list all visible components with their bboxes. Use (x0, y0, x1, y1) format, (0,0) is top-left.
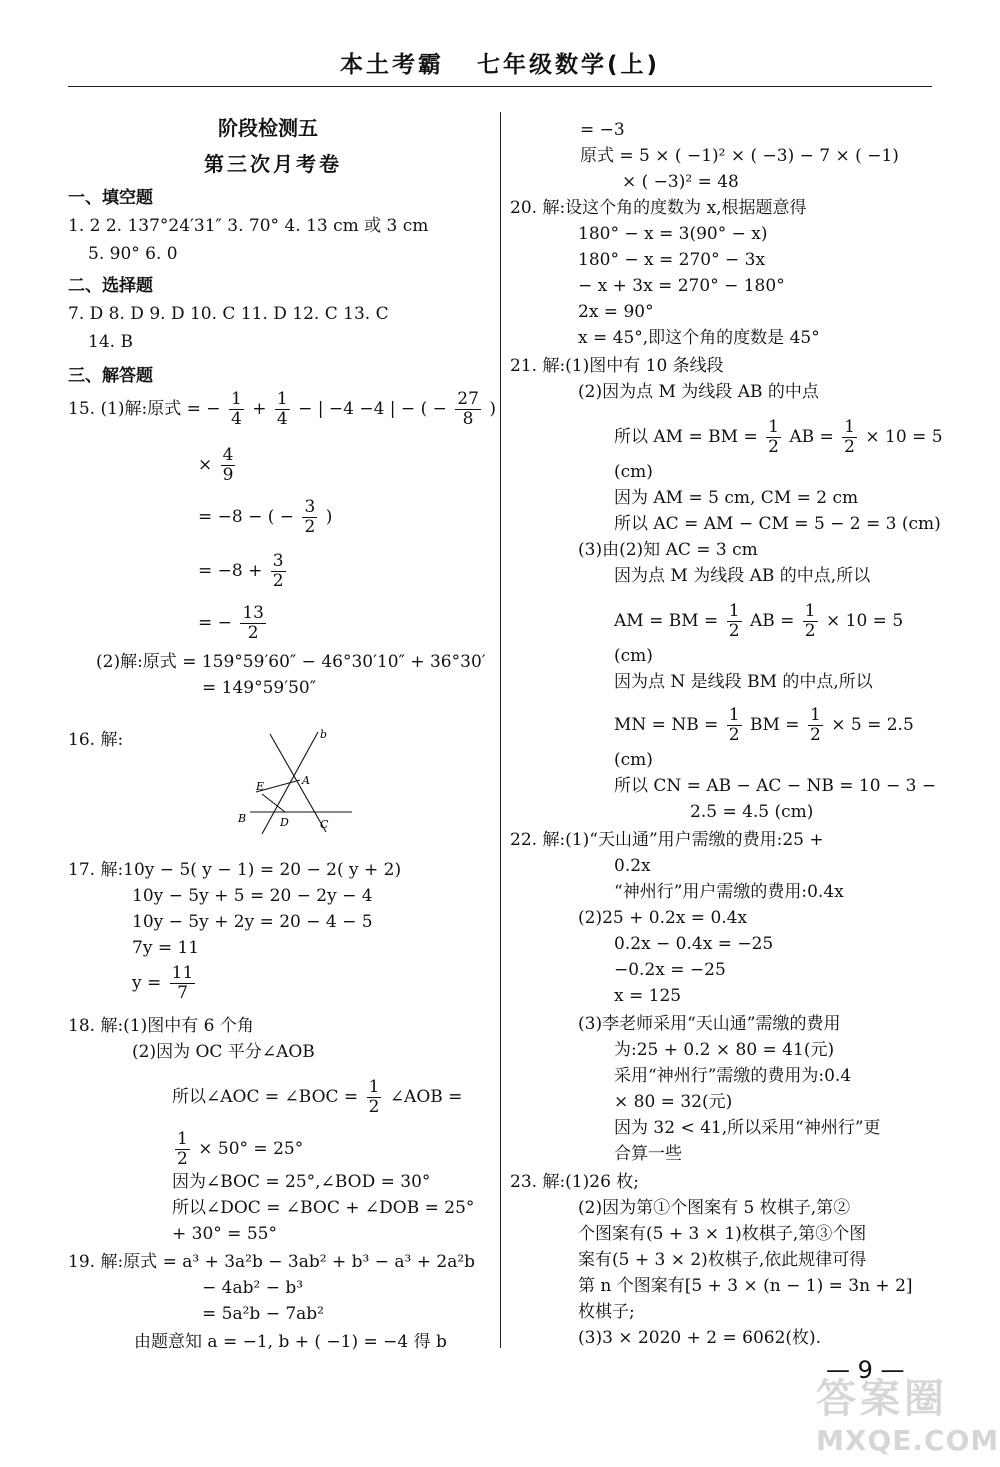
q19-line-1: 19. 解:原式 = a³ + 3a²b − 3ab² + b³ − a³ + 2a²b (68, 1252, 476, 1272)
q21-line-3: 所以 AM = BM = $\frac{1}{2}$ AB = $\frac{1}{2}$ × 10 = 5 (614, 417, 943, 457)
q21-line-11: 因为点 N 是线段 BM 的中点,所以 (614, 672, 873, 692)
q22-line-9: 为:25 + 0.2 × 80 = 41(元) (614, 1040, 835, 1060)
q20-line-4: − x + 3x = 270° − 180° (578, 276, 785, 296)
q18-line-7: + 30° = 55° (172, 1224, 277, 1244)
label-A: A (302, 774, 310, 787)
fraction: $\frac{1}{2}$ (768, 417, 779, 457)
q21-line-4: (cm) (614, 462, 653, 482)
q22-line-1: 22. 解:(1)“天山通”用户需缴的费用:25 + (510, 830, 824, 850)
q22-line-10: 采用“神州行”需缴的费用为:0.4 (614, 1066, 852, 1086)
q21-line-8: 因为点 M 为线段 AB 的中点,所以 (614, 566, 871, 586)
q18-line-4: $\frac{1}{2}$ × 50° = 25° (177, 1129, 304, 1169)
fraction: $\frac{1}{2}$ (728, 601, 740, 641)
q20-line-1: 20. 解:设这个角的度数为 x,根据题意得 (510, 198, 807, 218)
q17-line-4: 7y = 11 (132, 938, 200, 958)
label-b-line: b (320, 728, 328, 741)
q21-line-10: (cm) (614, 646, 653, 666)
q21-line-2: (2)因为点 M 为线段 AB 的中点 (578, 382, 819, 402)
q20-line-6: x = 45°,即这个角的度数是 45° (578, 328, 820, 348)
fraction: $\frac{1}{4}$ (230, 389, 242, 429)
q23-line-5: 第 n 个图案有[5 + 3 × (n − 1) = 3n + 2] (578, 1276, 913, 1296)
q17-line-3: 10y − 5y + 2y = 20 − 4 − 5 (132, 912, 373, 932)
q15-line-1: 15. (1)解:原式 = − $\frac{1}{4}$ + $\frac{1}{4}$ − | −4 −4 | − ( − $\frac{27}{8}$ ) (68, 389, 496, 429)
q21-line-7: (3)由(2)知 AC = 3 cm (578, 540, 758, 560)
q21-line-15: 2.5 = 4.5 (cm) (690, 802, 814, 822)
q18-line-2: (2)因为 OC 平分∠AOB (132, 1042, 315, 1062)
q18-line-3: 所以∠AOC = ∠BOC = $\frac{1}{2}$ ∠AOB = (172, 1077, 463, 1117)
subject-title: 七年级数学(上) (476, 52, 661, 78)
q23-line-4: 案有(5 + 3 × 2)枚棋子,依此规律可得 (578, 1250, 867, 1270)
q18-line-1: 18. 解:(1)图中有 6 个角 (68, 1016, 254, 1036)
fraction: $\frac{1}{2}$ (728, 705, 740, 745)
q16-label: 16. 解: (68, 730, 124, 750)
q23-line-6: 枚棋子; (578, 1302, 635, 1322)
q17-line-1: 17. 解:10y − 5( y − 1) = 20 − 2( y + 2) (68, 860, 402, 880)
fraction: $\frac{11}{7}$ (171, 963, 194, 1003)
q22-line-8: (3)李老师采用“天山通”需缴的费用 (578, 1014, 841, 1034)
label-D: D (280, 816, 289, 829)
q20-line-2: 180° − x = 3(90° − x) (578, 224, 768, 244)
q15-line-4: = −8 + $\frac{3}{2}$ (198, 551, 284, 591)
q17-line-2: 10y − 5y + 5 = 20 − 2y − 4 (132, 886, 373, 906)
q22-line-12: 因为 32 < 41,所以采用“神州行”更 (614, 1118, 881, 1138)
fill-answers-2: 5. 90° 6. 0 (88, 244, 178, 264)
column-divider (500, 112, 501, 1348)
q18-line-5: 因为∠BOC = 25°,∠BOD = 30° (172, 1172, 431, 1192)
q22-line-11: × 80 = 32(元) (614, 1092, 733, 1112)
fraction: $\frac{1}{2}$ (809, 705, 821, 745)
q19-line-4: 由题意知 a = −1, b + ( −1) = −4 得 b (134, 1332, 447, 1352)
line-segment-ac (270, 734, 326, 832)
q21-line-12: MN = NB = $\frac{1}{2}$ BM = $\frac{1}{2}$ × 5 = 2.5 (614, 705, 914, 745)
q21-line-6: 所以 AC = AM − CM = 5 − 2 = 3 (cm) (614, 514, 941, 534)
q15-line-2: × $\frac{4}{9}$ (198, 445, 234, 485)
label-E: E (256, 780, 265, 793)
watermark-logo: 答案圈 MXQE.COM (816, 1376, 1000, 1457)
q15-line-3: = −8 − ( − $\frac{3}{2}$ ) (198, 497, 333, 537)
q19-cont-1: = −3 (580, 120, 625, 140)
fraction: $\frac{27}{8}$ (457, 389, 479, 429)
q23-line-3: 个图案有(5 + 3 × 1)枚棋子,第③个图 (578, 1224, 867, 1244)
q17-line-5: y = $\frac{11}{7}$ (132, 963, 194, 1003)
choice-answers-2: 14. B (88, 332, 133, 352)
fraction: $\frac{1}{2}$ (844, 417, 855, 457)
q19-line-3: = 5a²b − 7ab² (202, 1304, 324, 1324)
q22-line-7: x = 125 (614, 986, 682, 1006)
q15-part2-line-2: = 149°59′50″ (202, 678, 317, 698)
q20-line-3: 180° − x = 270° − 3x (578, 250, 766, 270)
q23-line-1: 23. 解:(1)26 枚; (510, 1172, 640, 1192)
q23-line-2: (2)因为第①个图案有 5 枚棋子,第② (578, 1198, 851, 1218)
fill-answers-1: 1. 2 2. 137°24′31″ 3. 70° 4. 13 cm 或 3 cm (68, 216, 429, 236)
geometry-figure (228, 724, 368, 854)
q22-line-6: −0.2x = −25 (614, 960, 726, 980)
q22-line-3: “神州行”用户需缴的费用:0.4x (614, 882, 844, 902)
q21-line-14: 所以 CN = AB − AC − NB = 10 − 3 − (614, 776, 937, 796)
fraction: $\frac{1}{2}$ (804, 601, 816, 641)
fraction: $\frac{3}{2}$ (272, 551, 284, 591)
page-number: — 9 — (826, 1356, 905, 1384)
label-C: C (320, 818, 329, 831)
q22-line-2: 0.2x (614, 856, 651, 876)
section-title: 阶段检测五 (218, 116, 318, 140)
fraction: $\frac{1}{2}$ (177, 1129, 188, 1169)
segment-ed (262, 794, 285, 812)
fraction: $\frac{1}{4}$ (276, 389, 288, 429)
q22-line-4: (2)25 + 0.2x = 0.4x (578, 908, 748, 928)
label-B: B (238, 812, 247, 825)
book-title: 本土考霸 (339, 52, 444, 78)
q20-line-5: 2x = 90° (578, 302, 654, 322)
q19-line-2: − 4ab² − b³ (202, 1278, 304, 1298)
q21-line-5: 因为 AM = 5 cm, CM = 2 cm (614, 488, 859, 508)
q21-line-9: AM = BM = $\frac{1}{2}$ AB = $\frac{1}{2}$ × 10 = 5 (614, 601, 904, 641)
fraction: $\frac{3}{2}$ (304, 497, 316, 537)
q15-part2-line-1: (2)解:原式 = 159°59′60″ − 46°30′10″ + 36°30′ (96, 652, 486, 672)
q19-cont-2: 原式 = 5 × ( −1)² × ( −3) − 7 × ( −1) (580, 146, 899, 166)
heading-choice: 二、选择题 (68, 276, 153, 296)
heading-fill: 一、填空题 (68, 188, 153, 208)
exam-title: 第三次月考卷 (204, 152, 342, 176)
fraction: $\frac{13}{2}$ (242, 603, 264, 643)
heading-solve: 三、解答题 (68, 366, 153, 386)
q22-line-5: 0.2x − 0.4x = −25 (614, 934, 774, 954)
q22-line-13: 合算一些 (614, 1144, 682, 1164)
q19-cont-3: × ( −3)² = 48 (622, 172, 739, 192)
q15-line-5: = − $\frac{13}{2}$ (198, 603, 264, 643)
q21-line-13: (cm) (614, 750, 653, 770)
fraction: $\frac{4}{9}$ (222, 445, 234, 485)
q23-line-7: (3)3 × 2020 + 2 = 6062(枚). (578, 1328, 822, 1348)
choice-answers-1: 7. D 8. D 9. D 10. C 11. D 12. C 13. C (68, 304, 389, 324)
page-header (68, 46, 932, 87)
fraction: $\frac{1}{2}$ (368, 1077, 380, 1117)
q18-line-6: 所以∠DOC = ∠BOC + ∠DOB = 25° (172, 1198, 475, 1218)
q21-line-1: 21. 解:(1)图中有 10 条线段 (510, 356, 724, 376)
